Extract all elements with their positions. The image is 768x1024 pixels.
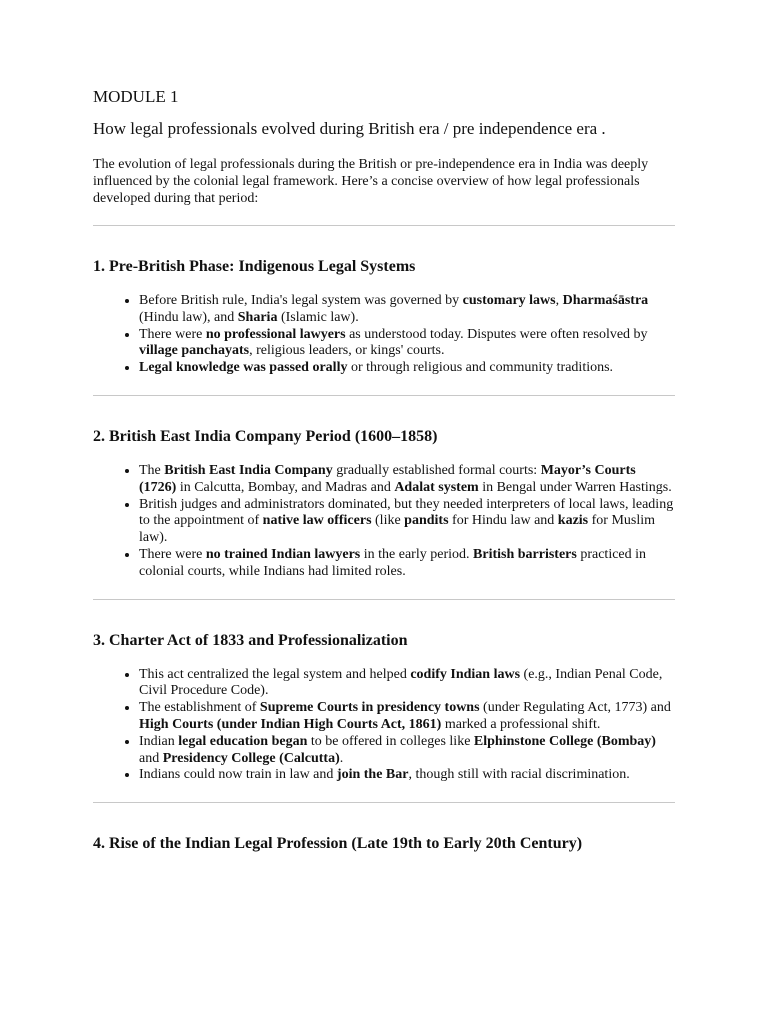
text-run: (under Regulating Act, 1773) and <box>479 700 671 716</box>
bold-text: Dharmaśāstra <box>562 293 649 308</box>
divider <box>93 802 675 803</box>
bold-text: no trained Indian lawyers <box>205 546 361 562</box>
text-run: British judges and administrators dominated, but they needed interpreters of local laws, leading to the appointment of <box>139 496 674 529</box>
text-run: Indian <box>139 733 179 749</box>
text-run: Before British rule, India's legal system was governed by <box>139 293 463 308</box>
bold-text: Presidency College (Calcutta) <box>162 750 340 766</box>
text-run: (e.g., Indian Penal Code, Civil Procedure Code). <box>139 666 663 699</box>
text-run: There were <box>139 326 206 342</box>
text-run: in Calcutta, Bombay, and Madras and <box>176 479 395 495</box>
text-run: The establishment of <box>139 700 260 716</box>
list-item <box>139 497 675 547</box>
bold-text: codify Indian laws <box>410 666 521 682</box>
list-item <box>139 293 675 327</box>
bold-text: village panchayats <box>139 343 250 359</box>
bold-text: British barristers <box>473 546 577 562</box>
bullet-list <box>93 293 675 377</box>
list-item <box>139 463 675 497</box>
bold-text: native law officers <box>262 513 372 529</box>
text-run: There were <box>139 546 206 562</box>
bold-text: legal education began <box>178 733 308 749</box>
text-run: in Bengal under Warren Hastings. <box>478 479 672 495</box>
list-item <box>139 327 675 361</box>
bold-text: High Courts (under Indian High Courts Act, 1861) <box>139 716 442 732</box>
section-4 <box>93 834 675 854</box>
text-run: for Hindu law and <box>448 513 558 529</box>
bold-text: British East India Company <box>164 462 333 478</box>
document-page <box>93 86 675 854</box>
list-item <box>139 700 675 734</box>
bold-text: Elphinstone College (Bombay) <box>473 733 656 749</box>
text-run: (like <box>371 513 405 529</box>
section-2 <box>93 427 675 581</box>
bold-text: pandits <box>404 513 449 529</box>
text-run: marked a professional shift. <box>441 716 601 732</box>
text-run: for Muslim law). <box>139 513 656 546</box>
bold-text: Adalat system <box>394 479 479 495</box>
text-run: . <box>339 750 344 766</box>
section-3 <box>93 631 675 785</box>
section-heading: 4. Rise of the Indian Legal Profession (Late 19th to Early 20th Century) <box>93 835 583 853</box>
list-item <box>139 547 675 581</box>
text-run: , religious leaders, or kings' courts. <box>249 343 445 359</box>
divider <box>93 599 675 600</box>
text-run: or through religious and community traditions. <box>347 360 614 376</box>
text-run: gradually established formal courts: <box>332 462 541 478</box>
text-run: The <box>139 462 165 478</box>
bold-text: customary laws <box>462 293 556 308</box>
bold-text: Sharia <box>237 309 278 325</box>
divider <box>93 395 675 396</box>
bold-text: join the Bar <box>336 767 409 783</box>
section-heading: 2. British East India Company Period (1600–1858) <box>93 427 438 445</box>
list-item <box>139 734 675 768</box>
text-run: This act centralized the legal system and helped <box>139 666 411 682</box>
section-heading: 3. Charter Act of 1833 and Professionalization <box>93 631 408 649</box>
text-run: to be offered in colleges like <box>307 733 474 749</box>
text-run: , <box>555 293 563 308</box>
divider <box>93 225 675 226</box>
bullet-list <box>93 667 675 785</box>
list-item <box>139 667 675 701</box>
section-1 <box>93 257 675 377</box>
bold-text: Mayor’s Courts (1726) <box>139 462 636 495</box>
bullet-list <box>93 463 675 581</box>
list-item <box>139 767 675 784</box>
bold-text: no professional lawyers <box>205 326 346 342</box>
text-run: and <box>139 750 163 766</box>
text-run: (Hindu law), and <box>139 309 238 325</box>
bold-text: kazis <box>557 513 589 529</box>
text-run: (Islamic law). <box>277 309 359 325</box>
bold-text: Supreme Courts in presidency towns <box>259 700 480 716</box>
text-run: Indians could now train in law and <box>139 767 337 783</box>
bold-text: Legal knowledge was passed orally <box>139 360 348 376</box>
text-run: , though still with racial discrimination. <box>408 767 630 783</box>
list-item <box>139 360 675 377</box>
section-heading: 1. Pre-British Phase: Indigenous Legal Systems <box>93 258 416 275</box>
intro-paragraph: The evolution of legal professionals during the British or pre-independence era in India was deeply influenced by the colonial legal framework. Here’s a concise overview of how legal professionals developed during that period: <box>93 157 649 206</box>
text-run: as understood today. Disputes were often resolved by <box>345 326 648 342</box>
document-subtitle: How legal professionals evolved during British era / pre independence era . <box>93 119 606 138</box>
module-title: MODULE 1 <box>93 87 179 106</box>
text-run: practiced in colonial courts, while Indians had limited roles. <box>139 546 647 579</box>
text-run: in the early period. <box>360 546 474 562</box>
